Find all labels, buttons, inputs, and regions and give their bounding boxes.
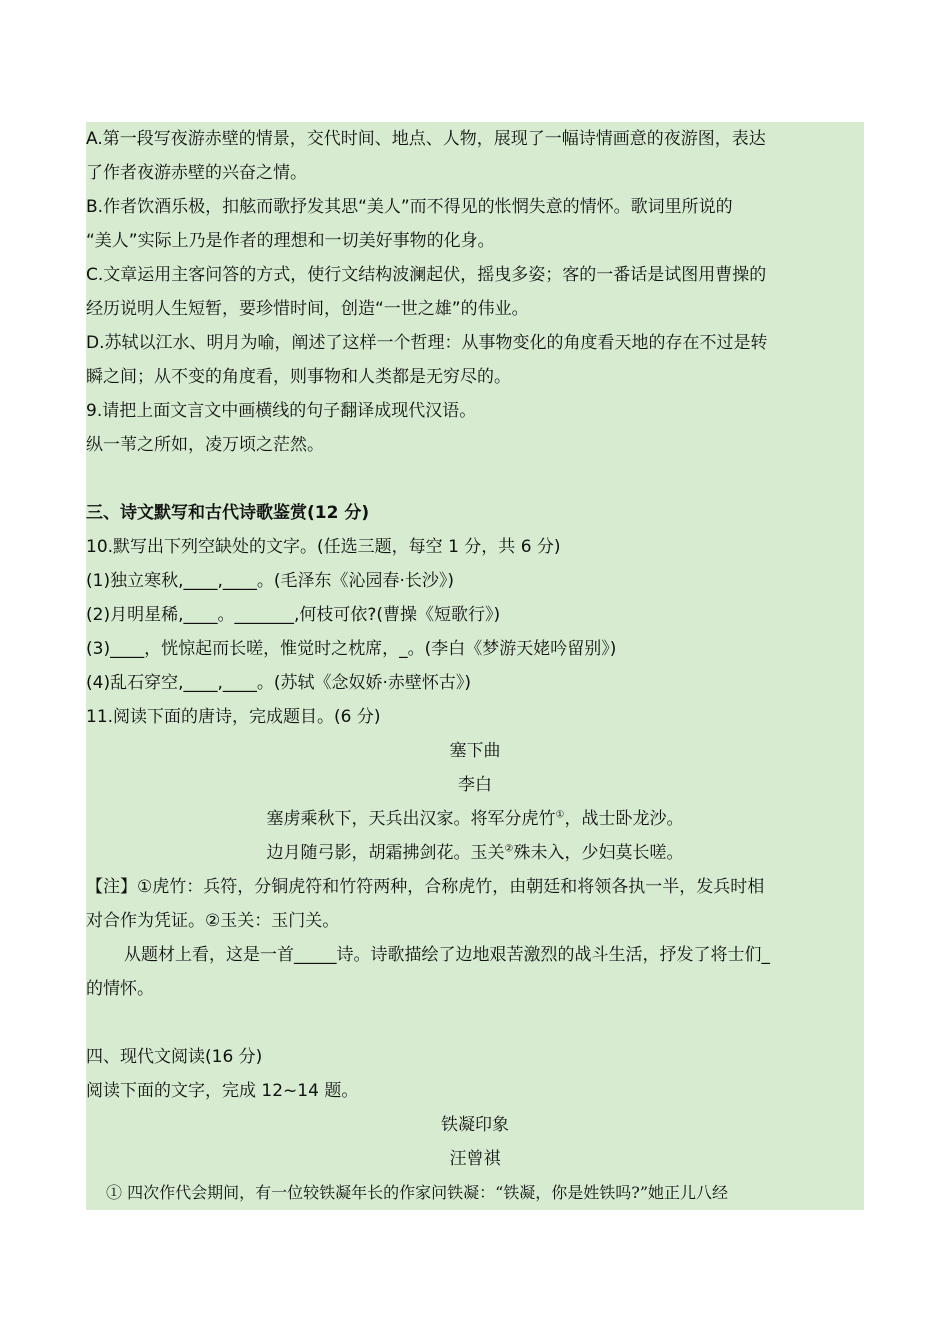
option-c bbox=[86, 258, 864, 326]
question-10-item-3: (3)____，恍惊起而长嗟，惟觉时之枕席，_。(李白《梦游天姥吟留别》) bbox=[86, 639, 617, 659]
poem-line-2-text-b: 殊未入，少妇莫长嗟。 bbox=[513, 843, 684, 863]
question-11-task-line-1: 从题材上看，这是一首_____诗。诗歌描绘了边地艰苦激烈的战斗生活，抒发了将士们_ bbox=[124, 945, 770, 965]
section-4-heading: 四、现代文阅读(16 分) bbox=[86, 1047, 263, 1067]
option-a bbox=[86, 122, 864, 190]
question-9-sentence: 纵一苇之所如，凌万顷之茫然。 bbox=[86, 435, 324, 455]
article-author: 汪曾祺 bbox=[449, 1149, 501, 1169]
footnote-marker-1: ① bbox=[555, 809, 565, 821]
poem-title: 塞下曲 bbox=[449, 741, 501, 761]
option-d bbox=[86, 326, 864, 394]
section-4-instruction: 阅读下面的文字，完成 12~14 题。 bbox=[86, 1081, 359, 1101]
question-9-prompt: 9.请把上面文言文中画横线的句子翻译成现代汉语。 bbox=[86, 401, 477, 421]
option-d-line-1: D.苏轼以江水、明月为喻，阐述了这样一个哲理：从事物变化的角度看天地的存在不过是转 bbox=[86, 333, 768, 353]
question-11-prompt: 11.阅读下面的唐诗，完成题目。(6 分) bbox=[86, 707, 381, 727]
blank-line bbox=[86, 1006, 864, 1040]
option-b bbox=[86, 190, 864, 258]
question-11-task-line-2: 的情怀。 bbox=[86, 979, 154, 999]
poem-author: 李白 bbox=[458, 775, 492, 795]
section-3-heading: 三、诗文默写和古代诗歌鉴赏(12 分) bbox=[86, 503, 370, 523]
option-c-line-2: 经历说明人生短暂，要珍惜时间，创造“一世之雄”的伟业。 bbox=[86, 299, 529, 319]
option-a-line-2: 了作者夜游赤壁的兴奋之情。 bbox=[86, 163, 307, 183]
question-10-item-2: (2)月明星稀,____。_______,何枝可依?(曹操《短歌行》) bbox=[86, 605, 501, 625]
document-page bbox=[86, 122, 864, 1210]
poem-note-line-2: 对合作为凭证。②玉关：玉门关。 bbox=[86, 911, 340, 931]
option-c-line-1: C.文章运用主客问答的方式，使行文结构波澜起伏，摇曳多姿；客的一番话是试图用曹操的 bbox=[86, 265, 767, 285]
question-10-item-1: (1)独立寒秋,____,____。(毛泽东《沁园春·长沙》) bbox=[86, 571, 455, 591]
article-title: 铁凝印象 bbox=[441, 1115, 509, 1135]
poem-line-1-text-b: ，战士卧龙沙。 bbox=[564, 809, 684, 829]
poem-note-line-1: 【注】①虎竹：兵符，分铜虎符和竹符两种，合称虎竹，由朝廷和将领各执一半，发兵时相 bbox=[86, 877, 765, 897]
blank-line bbox=[86, 462, 864, 496]
poem-line-1 bbox=[86, 802, 864, 836]
option-a-line-1: A.第一段写夜游赤壁的情景，交代时间、地点、人物，展现了一幅诗情画意的夜游图，表达 bbox=[86, 129, 766, 149]
option-d-line-2: 瞬之间；从不变的角度看，则事物和人类都是无穷尽的。 bbox=[86, 367, 511, 387]
poem-line-2-text-a: 边月随弓影，胡霜拂剑花。玉关 bbox=[266, 843, 505, 863]
footnote-marker-2: ② bbox=[504, 843, 514, 855]
question-10-item-4: (4)乱石穿空,____,____。(苏轼《念奴娇·赤壁怀古》) bbox=[86, 673, 472, 693]
option-b-line-2: “美人”实际上乃是作者的理想和一切美好事物的化身。 bbox=[86, 231, 495, 251]
poem-line-2 bbox=[86, 836, 864, 870]
option-b-line-1: B.作者饮酒乐极，扣舷而歌抒发其思“美人”而不得见的怅惘失意的情怀。歌词里所说的 bbox=[86, 197, 733, 217]
question-8-options bbox=[86, 122, 864, 1210]
article-paragraph-1: ① 四次作代会期间，有一位较铁凝年长的作家问铁凝：“铁凝，你是姓铁吗?”她正儿八经 bbox=[106, 1183, 729, 1202]
poem-line-1-text-a: 塞虏乘秋下，天兵出汉家。将军分虎竹 bbox=[266, 809, 556, 829]
question-10-prompt: 10.默写出下列空缺处的文字。(任选三题，每空 1 分，共 6 分) bbox=[86, 537, 561, 557]
